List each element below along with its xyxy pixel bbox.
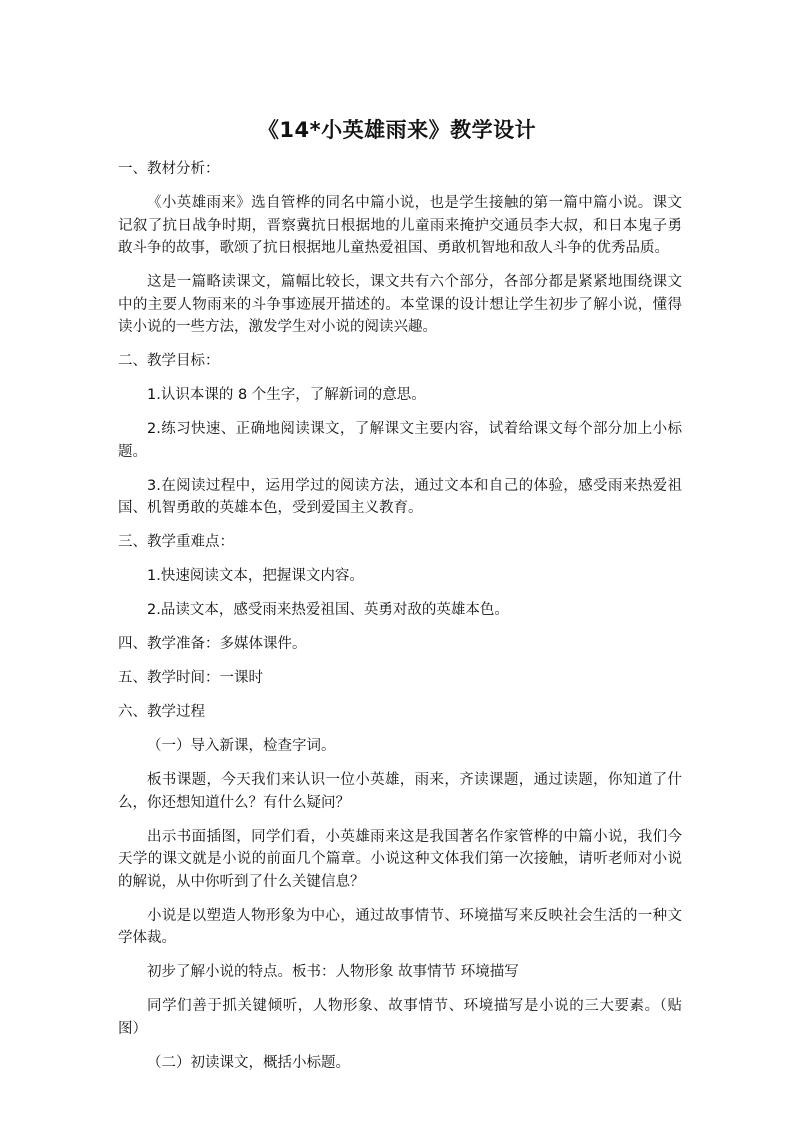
section-heading: 五、教学时间：一课时: [118, 670, 263, 686]
body-paragraph: 同学们善于抓关键倾听，人物形象、故事情节、环境描写是小说的三大要素。（贴图）: [118, 998, 682, 1037]
body-paragraph: 2.品读文本，感受雨来热爱祖国、英勇对敌的英雄本色。: [147, 602, 509, 618]
body-paragraph: （一）导入新课，检查字词。: [147, 738, 336, 754]
body-paragraph: 《小英雄雨来》选自管桦的同名中篇小说，也是学生接触的第一篇中篇小说。课文记叙了抗日战争时期，晋察冀抗日根据地的儿童雨来掩护交通员李大叔，和日本鬼子勇敢斗争的故事，歌颂了抗日根据地儿童热爱祖国、勇敢机智地和敌人斗争的优秀品质。: [118, 195, 682, 256]
body-paragraph: 小说是以塑造人物形象为中心，通过故事情节、环境描写来反映社会生活的一种文学体裁。: [118, 907, 682, 946]
body-paragraph: 初步了解小说的特点。板书：人物形象 故事情节 环境描写: [147, 964, 519, 980]
section-heading: 三、教学重难点：: [118, 534, 234, 550]
body-paragraph: 1.认识本课的 8 个生字，了解新词的意思。: [147, 387, 426, 403]
body-paragraph: 出示书面插图，同学们看，小英雄雨来这是我国著名作家管桦的中篇小说，我们今天学的课文就是小说的前面几个篇章。小说这种文体我们第一次接触，请听老师对小说的解说，从中你听到了什么关键信息？: [118, 828, 682, 890]
body-paragraph: 3.在阅读过程中，运用学过的阅读方法，通过文本和自己的体验，感受雨来热爱祖国、机智勇敢的英雄本色，受到爱国主义教育。: [118, 477, 682, 516]
body-paragraph: 板书课题，今天我们来认识一位小英雄，雨来，齐读课题，通过读题，你知道了什么，你还想知道什么？有什么疑问？: [118, 772, 682, 811]
body-paragraph: （二）初读课文，概括小标题。: [147, 1054, 350, 1071]
section-heading: 六、教学过程: [118, 704, 205, 720]
section-heading: 二、教学目标：: [118, 353, 220, 369]
document-body: [118, 158, 682, 1086]
body-paragraph: 这是一篇略读课文，篇幅比较长，课文共有六个部分，各部分都是紧紧地围绕课文中的主要人物雨来的斗争事迹展开描述的。本堂课的设计想让学生初步了解小说，懂得读小说的一些方法，激发学生对小说的阅读兴趣。: [118, 274, 682, 335]
document-title: 《14*小英雄雨来》教学设计: [257, 118, 537, 142]
body-paragraph: 2.练习快速、正确地阅读课文，了解课文主要内容，试着给课文每个部分加上小标题。: [118, 421, 682, 460]
section-heading: 四、教学准备：多媒体课件。: [118, 636, 307, 652]
section-heading: 一、教材分析：: [118, 161, 220, 177]
body-paragraph: 1.快速阅读文本，把握课文内容。: [147, 568, 364, 584]
